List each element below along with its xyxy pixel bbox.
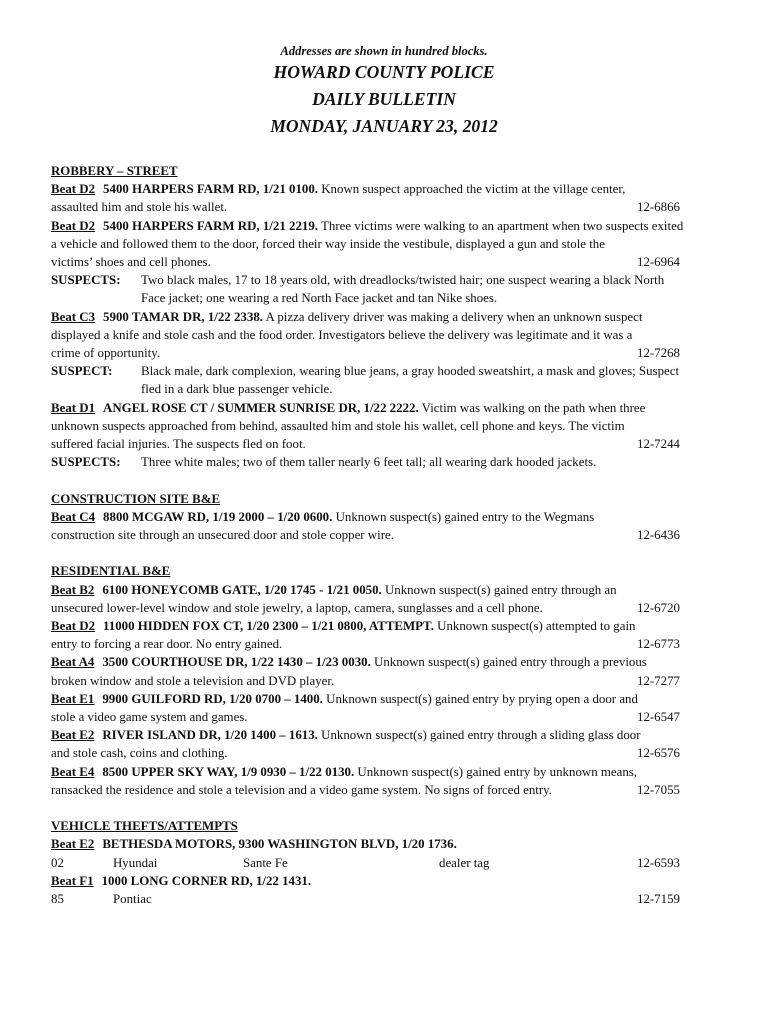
incident-location: 6100 HONEYCOMB GATE, 1/20 1745 - 1/21 0050. — [102, 582, 382, 597]
incident-entry — [51, 617, 689, 653]
incident-location: 5900 TAMAR DR, 1/22 2338. — [103, 309, 263, 324]
suspect-description — [51, 362, 689, 398]
beat-label: Beat B2 — [51, 582, 95, 597]
bulletin-header — [0, 43, 768, 140]
section-spacer — [51, 544, 689, 562]
incident-entry — [51, 508, 689, 544]
case-number: 12-7277 — [637, 673, 680, 688]
case-number: 12-6866 — [637, 200, 680, 215]
incident-description-end: entry to forcing a rear door. No entry gained. — [51, 637, 283, 652]
incident-last-line — [51, 635, 689, 653]
beat-label: Beat E1 — [51, 691, 95, 706]
suspect-text: Three white males; two of them taller nearly 6 feet tall; all wearing dark hooded jackets. — [141, 455, 597, 470]
incident-description-end: stole a video game system and games. — [51, 710, 248, 725]
vehicle-year: 85 — [51, 892, 64, 907]
incident-entry — [51, 217, 689, 308]
incident-description: Unknown suspect(s) gained entry to the Wegmans — [332, 509, 595, 524]
bulletin-body — [51, 162, 689, 908]
incident-text — [51, 308, 689, 344]
section-spacer — [51, 471, 689, 489]
incident-description-end: suffered facial injuries. The suspects fled on foot. — [51, 437, 306, 452]
case-number: 12-7268 — [637, 346, 680, 361]
incident-entry — [51, 763, 689, 799]
incident-location: 9900 GUILFORD RD, 1/20 0700 – 1400. — [102, 691, 323, 706]
incident-text — [51, 217, 689, 253]
incident-last-line — [51, 435, 689, 453]
section-title-vehicles: VEHICLE THEFTS/ATTEMPTS — [51, 819, 238, 834]
vehicle-make: Pontiac — [113, 892, 152, 907]
incident-text — [51, 653, 689, 671]
beat-label: Beat D2 — [51, 218, 96, 233]
section-spacer — [51, 799, 689, 817]
suspect-description — [51, 271, 689, 307]
incident-location: 8500 UPPER SKY WAY, 1/9 0930 – 1/22 0130. — [102, 764, 355, 779]
section-title-residential: RESIDENTIAL B&E — [51, 564, 171, 579]
suspect-label: SUSPECTS: — [51, 273, 121, 288]
vehicle-entry — [51, 835, 689, 871]
beat-label: Beat E4 — [51, 764, 95, 779]
incident-last-line — [51, 708, 689, 726]
incident-description-end: unsecured lower-level window and stole jewelry, a laptop, camera, sunglasses and a cell phone. — [51, 600, 543, 615]
incident-location: RIVER ISLAND DR, 1/20 1400 – 1613. — [102, 728, 318, 743]
beat-label: Beat C3 — [51, 309, 96, 324]
section-title-construction: CONSTRUCTION SITE B&E — [51, 491, 221, 506]
bulletin-date: MONDAY, JANUARY 23, 2012 — [270, 116, 498, 136]
suspect-text: Black male, dark complexion, wearing blue jeans, a gray hooded sweatshirt, a mask and gloves; Suspect fled in a dark blue passenger vehicle. — [141, 364, 680, 397]
incident-location: 3500 COURTHOUSE DR, 1/22 1430 – 1/23 0030. — [102, 655, 371, 670]
incident-description-end: ransacked the residence and stole a television and a video game system. No signs of forced entry. — [51, 782, 553, 797]
suspect-description — [51, 453, 689, 471]
incident-last-line — [51, 744, 689, 762]
incident-text — [51, 617, 689, 635]
case-number: 12-6593 — [637, 855, 680, 870]
beat-label: Beat F1 — [51, 873, 94, 888]
vehicle-model — [243, 890, 439, 908]
incident-last-line — [51, 344, 689, 362]
address-note: Addresses are shown in hundred blocks. — [280, 44, 488, 58]
incident-entry — [51, 690, 689, 726]
case-number: 12-6547 — [637, 710, 680, 725]
incident-description: Three victims were walking to an apartment when two suspects exited a vehicle and followed them to the door, forced their way inside the vestibule, displayed a gun and stole the — [51, 218, 684, 251]
section-title-robbery: ROBBERY – STREET — [51, 164, 178, 178]
vehicle-make: Hyundai — [113, 855, 158, 870]
incident-text — [51, 763, 689, 781]
incident-description-end: victims’ shoes and cell phones. — [51, 255, 211, 270]
suspect-label: SUSPECTS: — [51, 455, 121, 470]
vehicle-year: 02 — [51, 855, 64, 870]
beat-label: Beat A4 — [51, 655, 95, 670]
incident-entry — [51, 308, 689, 399]
case-number: 12-6964 — [637, 255, 680, 270]
incident-description: Unknown suspect(s) gained entry through a previous — [370, 655, 647, 670]
case-number: 12-7055 — [637, 782, 680, 797]
beat-label: Beat D2 — [51, 619, 96, 634]
vehicle-entry — [51, 872, 689, 908]
vehicle-tag — [439, 890, 637, 908]
incident-text — [51, 399, 689, 435]
incident-description: Unknown suspect(s) gained entry through a sliding glass door — [317, 728, 641, 743]
suspect-label: SUSPECT: — [51, 364, 113, 379]
incident-text — [51, 835, 689, 853]
vehicle-model: Sante Fe — [243, 855, 288, 870]
incident-description: Known suspect approached the victim at the village center, — [318, 182, 626, 197]
beat-label: Beat E2 — [51, 728, 95, 743]
incident-location: 11000 HIDDEN FOX CT, 1/20 2300 – 1/21 0800, ATTEMPT. — [103, 619, 434, 634]
case-number: 12-6436 — [637, 528, 680, 543]
vehicle-row — [51, 890, 689, 908]
incident-description-end: assaulted him and stole his wallet. — [51, 200, 228, 215]
case-number: 12-6576 — [637, 746, 680, 761]
incident-location: 8800 MCGAW RD, 1/19 2000 – 1/20 0600. — [103, 509, 333, 524]
incident-description: Victim was walking on the path when three unknown suspects approached from behind, assaulted him and stole his wallet, cell phone and keys. The victim — [51, 400, 646, 433]
incident-entry — [51, 653, 689, 689]
beat-label: Beat D2 — [51, 182, 96, 197]
beat-label: Beat E2 — [51, 837, 95, 852]
beat-label: Beat D1 — [51, 400, 96, 415]
case-number: 12-7244 — [637, 437, 680, 452]
incident-last-line — [51, 198, 689, 216]
incident-description-end: and stole cash, coins and clothing. — [51, 746, 228, 761]
incident-text — [51, 690, 689, 708]
incident-last-line — [51, 599, 689, 617]
incident-text — [51, 581, 689, 599]
incident-location: 5400 HARPERS FARM RD, 1/21 0100. — [103, 182, 319, 197]
incident-description: A pizza delivery driver was making a delivery when an unknown suspect displayed a knife and stole cash and the food order. Investigators believe the delivery was legitimate and it was a — [51, 309, 643, 342]
incident-last-line — [51, 526, 689, 544]
incident-description-end: construction site through an unsecured door and stole copper wire. — [51, 528, 394, 543]
beat-label: Beat C4 — [51, 509, 96, 524]
incident-last-line — [51, 253, 689, 271]
incident-location: 1000 LONG CORNER RD, 1/22 1431. — [101, 873, 312, 888]
incident-description-end: crime of opportunity. — [51, 346, 161, 361]
incident-entry — [51, 581, 689, 617]
incident-last-line — [51, 672, 689, 690]
incident-text — [51, 872, 689, 890]
incident-description: Unknown suspect(s) gained entry by unknown means, — [354, 764, 638, 779]
incident-location: 5400 HARPERS FARM RD, 1/21 2219. — [103, 218, 319, 233]
agency-title: HOWARD COUNTY POLICE — [273, 62, 495, 82]
incident-last-line — [51, 781, 689, 799]
incident-description: Unknown suspect(s) attempted to gain — [433, 619, 636, 634]
case-number: 12-6773 — [637, 637, 680, 652]
incident-location: ANGEL ROSE CT / SUMMER SUNRISE DR, 1/22 2222. — [103, 400, 419, 415]
vehicle-row — [51, 854, 689, 872]
incident-entry — [51, 399, 689, 472]
incident-text — [51, 508, 689, 526]
bulletin-title: DAILY BULLETIN — [312, 89, 456, 109]
incident-location: BETHESDA MOTORS, 9300 WASHINGTON BLVD, 1/20 1736. — [102, 837, 457, 852]
case-number: 12-6720 — [637, 600, 680, 615]
incident-description-end: broken window and stole a television and DVD player. — [51, 673, 335, 688]
suspect-text: Two black males, 17 to 18 years old, with dreadlocks/twisted hair; one suspect wearing a black North Face jacket; one wearing a red North Face jacket and tan Nike shoes. — [141, 273, 665, 306]
incident-description: Unknown suspect(s) gained entry through an — [381, 582, 617, 597]
incident-text — [51, 726, 689, 744]
vehicle-tag: dealer tag — [439, 855, 490, 870]
incident-entry — [51, 180, 689, 216]
incident-entry — [51, 726, 689, 762]
incident-description: Unknown suspect(s) gained entry by prying open a door and — [322, 691, 638, 706]
case-number: 12-7159 — [637, 892, 680, 907]
incident-text — [51, 180, 689, 198]
